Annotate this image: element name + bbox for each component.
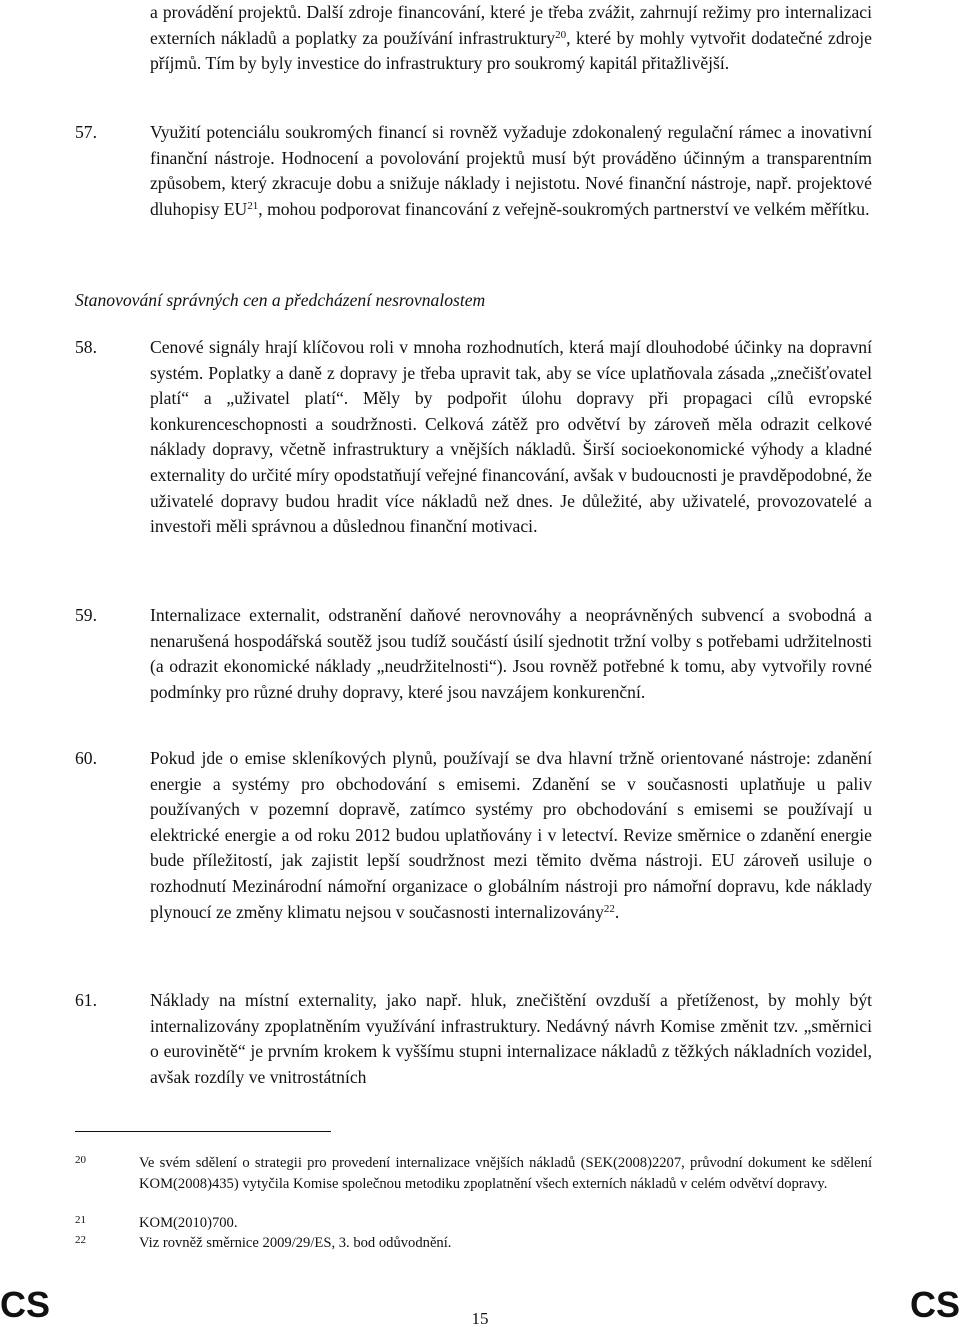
- paragraph-text: Pokud jde o emise skleníkových plynů, používají se dva hlavní tržně orientované nástroje: zdanění energie a systémy pro obchodování s emisemi. Zdanění se v současnosti uplatňuje u paliv používaných v pozemní dopravě, zatímco systémy pro obchodování s emisemi se používají u elektrické energie a od roku 2012 budou uplatňovány i v letectví. Revize směrnice o zdanění energie bude příležitostí, jak zajistit lepší soudržnost mezi těmito dvěma nástroji. EU zároveň usiluje o rozhodnutí Mezinárodní námořní organizace o globálním nástroji pro námořní dopravu, kde náklady plynoucí ze změny klimatu nejsou v současnosti internalizovány: [150, 748, 872, 922]
- footnote-ref-20[interactable]: 20: [555, 28, 567, 41]
- section-heading: Stanovování správných cen a předcházení nesrovnalostem: [75, 290, 486, 310]
- footnote-ref-21[interactable]: 21: [247, 199, 259, 212]
- paragraph-number-57: 57.: [75, 122, 97, 142]
- language-code-right: CS: [909, 1284, 960, 1325]
- language-code-left: CS: [0, 1284, 51, 1325]
- footnote-number-22: 22: [75, 1234, 86, 1246]
- paragraph-text: , mohou podporovat financování z veřejně-soukromých partnerství ve velkém měřítku.: [258, 198, 870, 219]
- paragraph-text: a provádění projektů. Další zdroje financování, které je třeba zvážit, zahrnují režimy pro internalizaci externích nákladů a poplatky za používání infrastruktury: [150, 2, 872, 48]
- paragraph-58: Cenové signály hrají klíčovou roli v mnoha rozhodnutích, která mají dlouhodobé účinky na dopravní systém. Poplatky a daně z dopravy je třeba upravit tak, aby se více uplatňovala zásada „znečišťovatel platí“ a „uživatel platí“. Měly by podpořit úlohu dopravy při propagaci cílů evropské konkurenceschopnosti a soudržnosti. Celková zátěž pro odvětví by zároveň měla odrazit celkové náklady dopravy, včetně infrastruktury a vnějších nákladů. Širší socioekonomické výhody a kladné externality do určité míry opodstatňují veřejné financování, avšak v budoucnosti je pravděpodobné, že uživatelé dopravy budou hradit více nákladů než dnes. Je důležité, aby uživatelé, provozovatelé a investoři měli správnou a důslednou finanční motivaci.: [150, 337, 872, 537]
- paragraph-57: [150, 120, 872, 222]
- paragraph-text: , které by mohly vytvořit dodatečné zdroje příjmů. Tím by byly investice do infrastruktury pro soukromý kapitál přitažlivější.: [150, 27, 872, 74]
- footnote-21: KOM(2010)700.: [139, 1215, 238, 1231]
- paragraph-number-58: 58.: [75, 337, 97, 357]
- paragraph-61: Náklady na místní externality, jako např. hluk, znečištění ovzduší a přetíženost, by mohly být internalizovány zpoplatněním využívání infrastruktury. Nedávný návrh Komise změnit tzv. „směrnici o eurovinětě“ je prvním krokem k vyššímu stupni internalizace nákladů z těžkých nákladních vozidel, avšak rozdíly ve vnitrostátních: [150, 990, 872, 1087]
- paragraph-text: .: [614, 901, 620, 922]
- paragraph-number-59: 59.: [75, 605, 97, 625]
- page-number: 15: [471, 1309, 489, 1328]
- footnote-separator: [75, 1131, 331, 1132]
- paragraph-text: Využití potenciálu soukromých financí si rovněž vyžaduje zdokonalený regulační rámec a inovativní finanční nástroje. Hodnocení a povolování projektů musí být prováděno účinným a transparentním způsobem, který zkracuje dobu a snižuje náklady i nejistotu. Nové finanční nástroje, např. projektové dluhopisy EU: [150, 122, 872, 219]
- footnote-number-20: 20: [75, 1154, 86, 1166]
- footnote-number-21: 21: [75, 1214, 86, 1226]
- footnote-ref-22[interactable]: 22: [603, 902, 615, 915]
- paragraph-59: Internalizace externalit, odstranění daňové nerovnováhy a neoprávněných subvencí a svobodná a nenarušená hospodářská soutěž jsou tudíž součástí úsilí sjednotit tržní volby s potřebami udržitelnosti (a odrazit ekonomické náklady „neudržitelnosti“). Jsou rovněž potřebné k tomu, aby vytvořily rovné podmínky pro různé druhy dopravy, které jsou navzájem konkurenční.: [150, 605, 872, 702]
- paragraph-continued: [150, 0, 872, 77]
- paragraph-number-61: 61.: [75, 990, 97, 1010]
- footnote-22: Viz rovněž směrnice 2009/29/ES, 3. bod odůvodnění.: [139, 1235, 452, 1251]
- footnote-20: Ve svém sdělení o strategii pro provedení internalizace vnějších nákladů (SEK(2008)2207, průvodní dokument ke sdělení KOM(2008)435) vytyčila Komise společnou metodiku zpoplatnění všech externích nákladů v celém odvětví dopravy.: [139, 1155, 872, 1192]
- paragraph-60: [150, 746, 872, 925]
- paragraph-number-60: 60.: [75, 748, 97, 768]
